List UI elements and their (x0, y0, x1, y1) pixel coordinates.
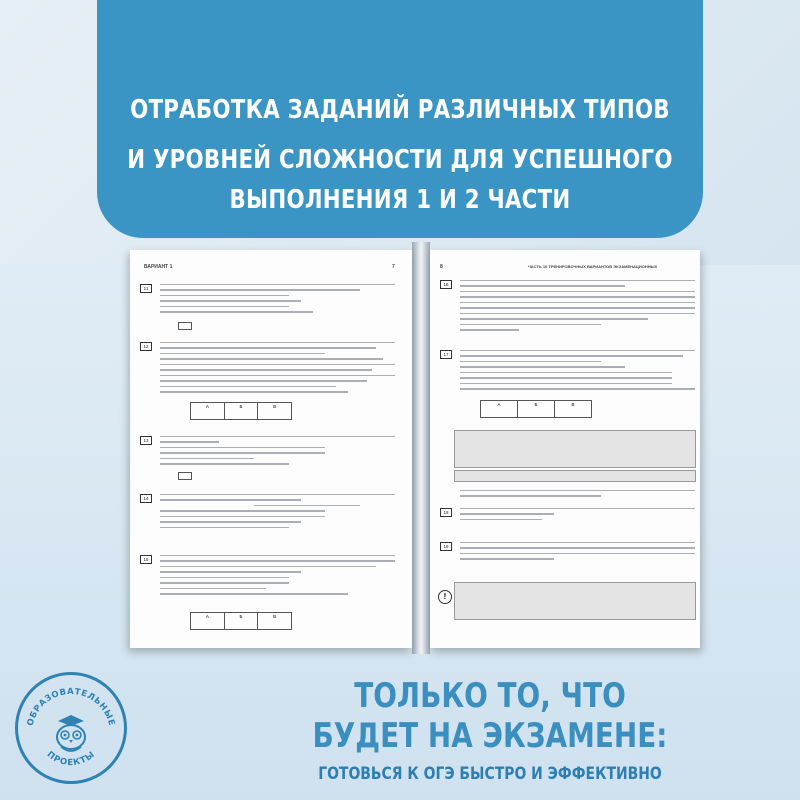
instruction-note (454, 430, 696, 468)
right-page (430, 250, 700, 648)
grid-col: В (273, 614, 277, 619)
task-number: 18 (440, 508, 452, 517)
warning-icon: ! (438, 590, 452, 604)
answer-grid (190, 402, 292, 420)
grid-col: А (191, 403, 225, 419)
right-page-number: 8 (440, 264, 443, 270)
left-page (130, 250, 412, 648)
headline-line-1: ОТРАБОТКА ЗАДАНИЙ РАЗЛИЧНЫХ ТИПОВ (130, 95, 670, 125)
answer-box (178, 472, 192, 480)
task-text (460, 280, 695, 335)
task-number: 17 (440, 350, 452, 359)
task-text (460, 542, 695, 564)
svg-text:ПРОЕКТЫ (45, 750, 97, 768)
headline-line-2: И УРОВНЕЙ СЛОЖНОСТИ ДЛЯ УСПЕШНОГО (127, 145, 673, 175)
task-text (160, 436, 395, 469)
headline-line-3: ВЫПОЛНЕНИЯ 1 И 2 ЧАСТИ (229, 185, 571, 215)
task-text (160, 494, 395, 532)
task-number: 15 (140, 555, 152, 564)
right-page-header: ЧАСТЬ 10 ТРЕНИРОВОЧНЫХ ВАРИАНТОВ ЭКЗАМЕНАЦИОННЫХ (528, 264, 658, 269)
task-number: 14 (140, 494, 152, 503)
task-text (460, 490, 695, 501)
tagline-line-2: БУДЕТ НА ЭКЗАМЕНЕ: (312, 716, 668, 756)
owl-icon (57, 715, 85, 751)
logo-top-text: ОБРАЗОВАТЕЛЬНЫЕ (25, 686, 117, 728)
task-text (160, 284, 395, 317)
task-text (460, 350, 695, 394)
task-text (160, 342, 395, 397)
task-number: 19 (440, 542, 452, 551)
tagline-line-3: ГОТОВЬСЯ К ОГЭ БЫСТРО И ЭФФЕКТИВНО (318, 764, 662, 784)
publisher-logo (15, 672, 127, 784)
task-number: 11 (140, 284, 152, 293)
grid-col: В (273, 404, 277, 409)
tagline-line-1: ТОЛЬКО ТО, ЧТО (354, 676, 626, 716)
instruction-note (454, 470, 696, 482)
grid-col: Б (518, 401, 555, 417)
instruction-note (454, 582, 696, 620)
logo-bottom-text: ПРОЕКТЫ (44, 749, 98, 769)
task-text (460, 508, 695, 524)
task-number: 12 (140, 342, 152, 351)
grid-col: Б (225, 613, 259, 629)
left-page-number: 7 (392, 264, 395, 270)
answer-box (178, 322, 192, 330)
logo-emblem (18, 675, 124, 781)
answer-grid (190, 612, 292, 630)
task-number: 16 (440, 280, 452, 289)
grid-col: А (481, 401, 518, 417)
open-book (130, 238, 700, 666)
left-page-header: ВАРИАНТ 1 (144, 264, 173, 270)
task-text (160, 555, 395, 599)
grid-col: В (571, 402, 575, 407)
task-number: 13 (140, 436, 152, 445)
grid-col: Б (225, 403, 259, 419)
book-gutter (412, 242, 430, 654)
grid-col: А (191, 613, 225, 629)
answer-grid (480, 400, 592, 418)
